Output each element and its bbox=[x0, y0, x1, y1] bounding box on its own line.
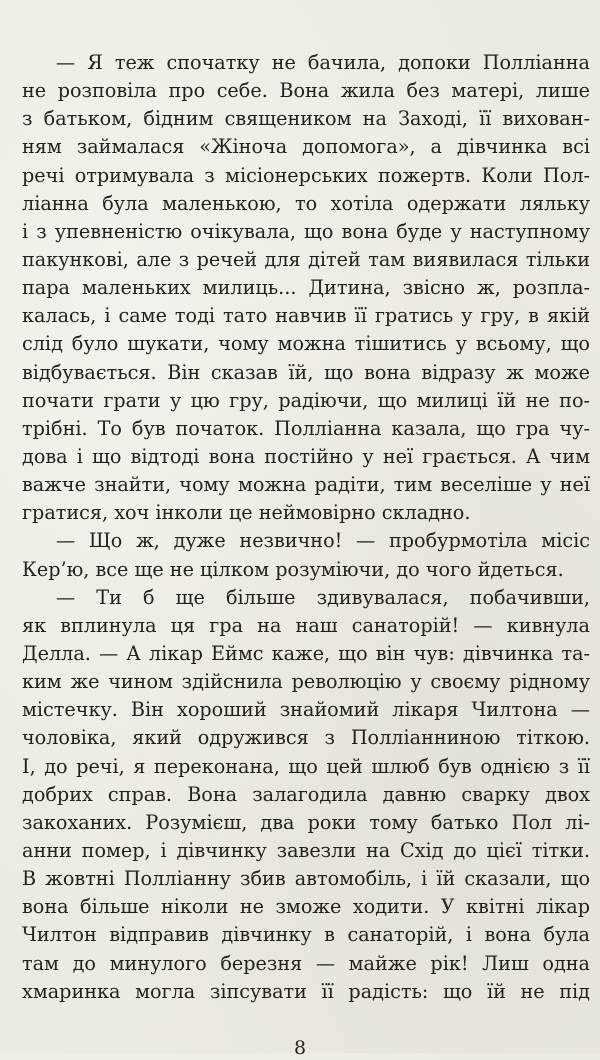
text-line: речі отримувала з місіонерських пожертв. Коли Пол- bbox=[22, 163, 590, 187]
text-line: не розповіла про себе. Вона жила без матері, лише bbox=[22, 79, 590, 103]
text-line: дова і що відтоді вона постійно у неї грається. А чим bbox=[22, 444, 590, 468]
text-line: пакункові, але з речей для дітей там виявилася тільки bbox=[22, 247, 590, 271]
text-line: В жовтні Полліанну збив автомобіль, і їй сказали, що bbox=[22, 867, 590, 891]
text-line: — Ти б ще більше здивувалася, побачивши, bbox=[56, 585, 590, 609]
text-line: чоловіка, який одружився з Полліанниною тіткою. bbox=[22, 726, 590, 750]
text-line: ліанна була маленькою, то хотіла одержати ляльку bbox=[22, 191, 590, 215]
text-line: трібні. То був початок. Полліанна казала, що гра чу- bbox=[22, 416, 590, 440]
page-number: 8 bbox=[293, 1037, 307, 1059]
text-line: відбувається. Він сказав їй, що вона відразу ж може bbox=[22, 360, 590, 384]
text-line: містечку. Він хороший знайомий лікаря Чилтона — bbox=[22, 698, 590, 722]
text-line: почати грати у цю гру, радіючи, що милиці їй не по- bbox=[22, 388, 590, 412]
text-line: Чилтон відправив дівчинку в санаторій, і вона була bbox=[22, 923, 590, 947]
text-line: пара маленьких милиць... Дитина, звісно ж, розпла- bbox=[22, 276, 590, 300]
text-line: ким же чином здійснила революцію у своєму рідному bbox=[22, 670, 590, 694]
text-line: з батьком, бідним священиком на Заході, її вихован- bbox=[22, 107, 590, 131]
text-line: як вплинула ця гра на наш санаторій! — кивнула bbox=[22, 613, 590, 637]
text-line: і з упевненістю очікувала, що вона буде у наступному bbox=[22, 219, 590, 243]
text-line: важче знайти, чому можна радіти, тим веселіше у неї bbox=[22, 473, 590, 497]
text-line: ням займалася «Жіноча допомога», а дівчинка всі bbox=[22, 135, 590, 159]
text-line: гратися, хоч інколи це неймовірно складно. bbox=[22, 501, 471, 525]
text-line: калась, і саме тоді тато навчив її гратись у гру, в якій bbox=[22, 304, 590, 328]
text-line: хмаринка могла зіпсувати її радість: що їй не під bbox=[22, 979, 590, 1003]
text-line: вона більше ніколи не зможе ходити. У квітні лікар bbox=[22, 895, 590, 919]
text-line: Кер’ю, все ще не цілком розуміючи, до чого йдеться. bbox=[22, 557, 564, 581]
body-text bbox=[22, 49, 590, 1006]
text-line: слід було шукати, чому можна тішитись у всьому, що bbox=[22, 332, 590, 356]
text-line: добрих справ. Вона залагодила давню сварку двох bbox=[22, 782, 590, 806]
text-line: закоханих. Розумієш, два роки тому батько Пол лі- bbox=[22, 810, 590, 834]
text-line: — Що ж, дуже незвично! — пробурмотіла місіс bbox=[56, 529, 590, 553]
text-line: Делла. — А лікар Еймс каже, що він чув: дівчинка та- bbox=[22, 641, 590, 665]
text-line: там до минулого березня — майже рік! Лиш одна bbox=[22, 951, 590, 975]
text-line: І, до речі, я переконана, що цей шлюб був однією з її bbox=[22, 754, 590, 778]
text-line: анни помер, і дівчинку завезли на Схід до цієї тітки. bbox=[22, 838, 590, 862]
text-line: — Я теж спочатку не бачила, допоки Полліанна bbox=[56, 51, 590, 74]
